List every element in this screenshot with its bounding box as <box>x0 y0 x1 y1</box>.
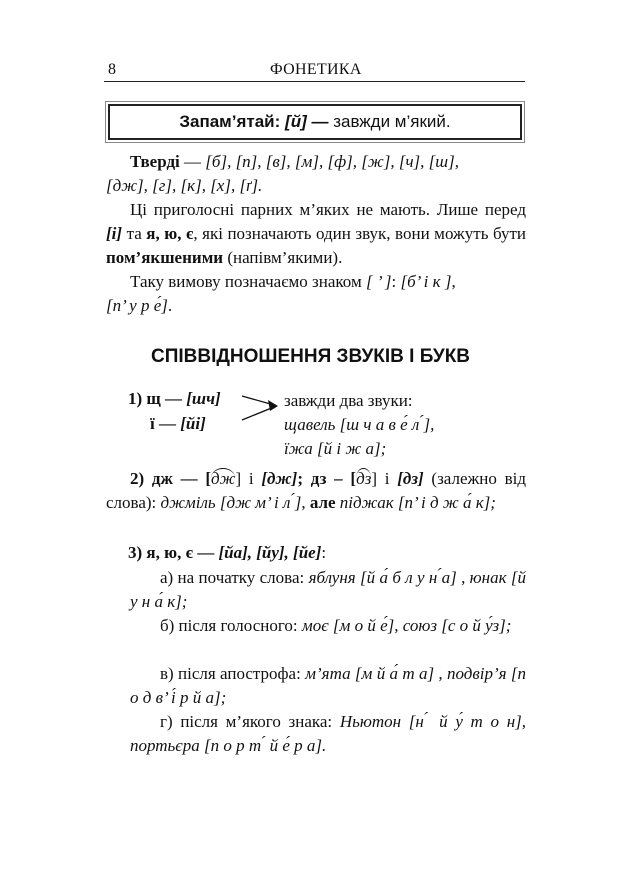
item3-a-label: а) на початку слова: <box>160 568 309 587</box>
p3-text-3: , <box>451 272 456 291</box>
hard-consonants-paragraph <box>106 150 526 198</box>
rule-box-dash: — <box>311 112 329 131</box>
item3-sub-c <box>130 662 526 710</box>
item2-mid2: ; дз – [ <box>297 469 357 488</box>
p3-text-2: : <box>391 272 401 291</box>
hard-dash: — <box>179 152 206 171</box>
item1-example-2: їжа [й і ж а]; <box>284 439 387 458</box>
item2-mid3: ] і <box>371 469 398 488</box>
rule-box <box>108 104 522 140</box>
item2-example-1: джміль [дж м’ і л ́] <box>160 493 302 512</box>
item2-mid5: , <box>301 493 310 512</box>
item2-dzh-sound: [дж] <box>261 469 298 488</box>
p2-i-sound: [і] <box>106 224 123 243</box>
item3-sounds: [йа], [йу], [йе] <box>218 543 322 562</box>
item1-example-1: щавель [ш ч а в е́ л ́], <box>284 415 435 434</box>
hard-sounds-line1: [б], [п], [в], [м], [ф], [ж], [ч], [ш], <box>205 152 459 171</box>
section-title: СПІВВІДНОШЕННЯ ЗВУКІВ І БУКВ <box>150 346 471 367</box>
item1-line-a <box>128 388 221 410</box>
rule-box-sound: [й] <box>285 112 307 131</box>
rule-box-label: Запам’ятай: <box>179 112 281 131</box>
item3-sub-d <box>130 710 526 758</box>
rule-box-rest: завжди м’який. <box>328 112 451 131</box>
item2-example-2: піджак [п’ і д ж а́ к]; <box>335 493 496 512</box>
p2-text-2: та <box>122 224 147 243</box>
item3-prefix: 3) я, ю, є — <box>128 543 219 562</box>
header-rule <box>104 81 525 82</box>
item3-b-example: моє [м о й е́], союз [с о й у́з]; <box>301 616 512 635</box>
item1-b-prefix: ї — <box>150 414 181 433</box>
hard-sounds-line2: [дж], [г], [к], [х], [ґ]. <box>106 176 263 195</box>
softening-paragraph <box>106 198 526 270</box>
item1-b-sound: [йі] <box>180 414 206 433</box>
item2-dzh-arc: дж <box>211 469 236 488</box>
item2-prefix: 2) дж — [ <box>130 469 212 488</box>
item1-line-b <box>150 413 206 435</box>
page-number: 8 <box>108 61 116 78</box>
item2-dz-arc: дз <box>356 469 372 488</box>
p3-sign: [ ’ ] <box>365 272 392 291</box>
item3-d-label: г) після м’якого знака: <box>160 712 340 731</box>
item3-c-example: м’ята [м й а́ т а] , подвір’я [п о д в’ і́ р й а]; <box>130 664 526 707</box>
p3-text-1: Таку вимову позначаємо знаком <box>130 272 366 291</box>
item2-dz-sound: [дз] <box>397 469 424 488</box>
p2-soft: пом’якшеними <box>106 248 224 267</box>
item3-b-label: б) після голосного: <box>160 616 302 635</box>
item2-but: але <box>309 493 336 512</box>
p2-text-4: (напівм’якими). <box>223 248 343 267</box>
item3-a-example: яблуня [й а́ б л у н ́а] , юнак [й у н а́ к]; <box>130 568 526 611</box>
item2-mid4: (залежно від слова): <box>106 469 527 512</box>
p3-text-4: . <box>167 296 173 315</box>
item3-d-example: Ньютон [н ́ й у́ т о н], портьєра [п о р т ́ й е́ р а]. <box>130 712 526 755</box>
p2-text-1: Ці приголосні парних м’яких не мають. Лише перед <box>130 200 526 219</box>
hard-label: Тверді <box>130 152 180 171</box>
item2 <box>106 467 526 515</box>
running-title: ФОНЕТИКА <box>270 61 362 78</box>
p3-example-2: [п’ у р е́] <box>106 296 168 315</box>
item1-a-prefix: 1) щ — <box>128 389 187 408</box>
item2-mid1: ] і <box>235 469 262 488</box>
p2-letters: я, ю, є <box>146 224 194 243</box>
p3-example-1: [б’ і к ] <box>400 272 452 291</box>
item3-heading <box>128 541 326 565</box>
item3-sub-a <box>130 566 526 614</box>
item3-colon: : <box>321 543 327 562</box>
sign-paragraph <box>106 270 526 318</box>
item1-note: завжди два звуки: <box>284 391 413 410</box>
item1-a-sound: [шч] <box>186 389 221 408</box>
arrows-icon <box>238 390 282 430</box>
item3-c-label: в) після апострофа: <box>160 664 306 683</box>
p2-text-3: , які позначають один звук, вони можуть бути <box>193 224 526 243</box>
item3-sub-b <box>130 614 526 638</box>
